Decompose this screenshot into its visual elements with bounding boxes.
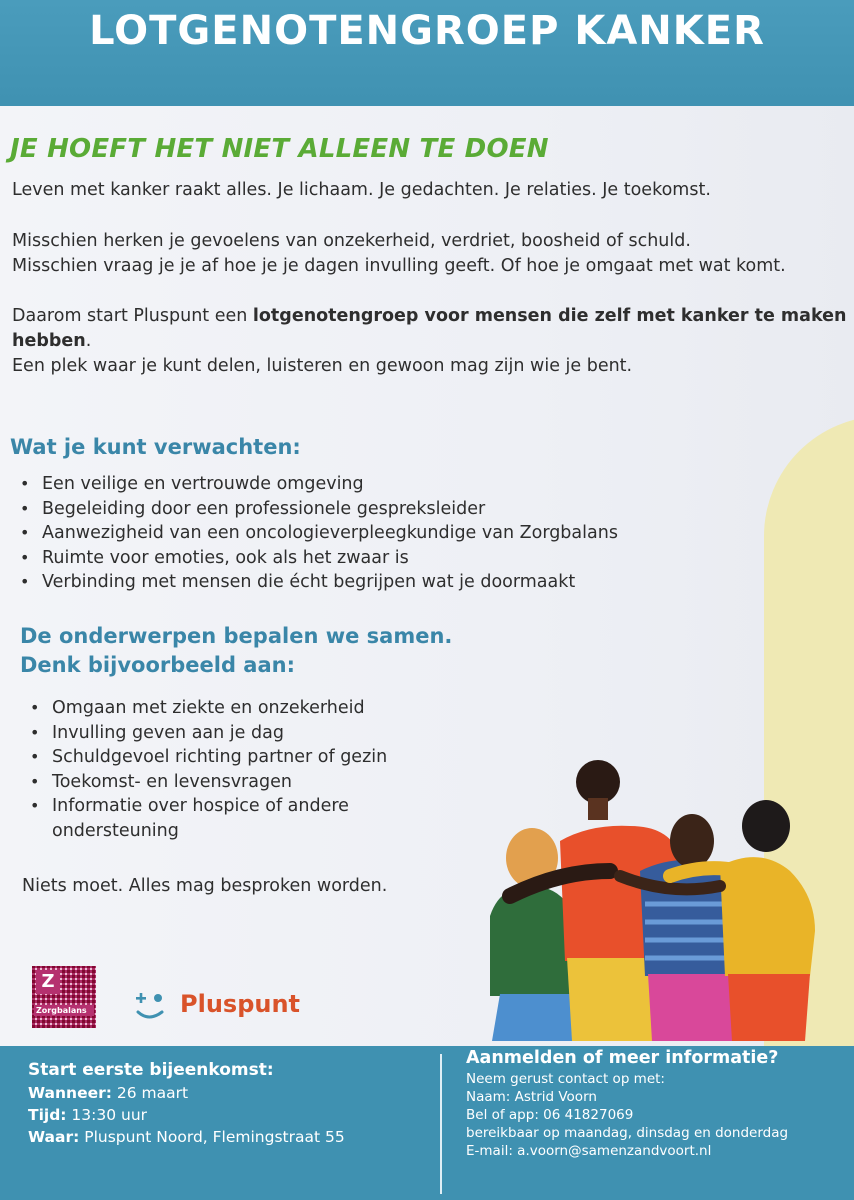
list-item [22,794,387,843]
flyer-body [0,106,854,1046]
expect-heading: Wat je kunt verwachten: [10,435,301,459]
contact-phone: Bel of app: 06 41827069 [466,1107,634,1123]
contact-email: E-mail: a.voorn@samenzandvoort.nl [466,1143,712,1159]
list-item: • Een veilige en vertrouwde omgeving [12,472,618,497]
first-meeting-info [28,1058,345,1148]
meeting-time-value: 13:30 uur [66,1106,148,1124]
people-embracing-illustration [470,746,840,1046]
intro-paragraph-3 [12,304,847,379]
list-item: • Begeleiding door een professionele gespreksleider [12,497,618,522]
list-item-line-1: • Informatie over hospice of andere [52,796,349,816]
list-item: • Toekomst- en levensvragen [22,770,387,795]
list-item: • Invulling geven aan je dag [22,721,387,746]
intro-p3-prefix: Daarom start Pluspunt een [12,306,253,326]
intro-paragraph-3-line-1 [12,304,847,329]
meeting-date-label: Wanneer: [28,1084,112,1102]
intro-paragraph-1: Leven met kanker raakt alles. Je lichaam. Je gedachten. Je relaties. Je toekomst. [12,180,711,200]
meeting-location [28,1126,345,1148]
contact-line: Neem gerust contact op met: [466,1071,665,1087]
contact-title: Aanmelden of meer informatie? [466,1048,779,1068]
header-banner [0,0,854,112]
list-item: • Verbinding met mensen die écht begrijpen wat je doormaakt [12,570,618,595]
meeting-date [28,1082,345,1104]
footer-divider [440,1054,442,1194]
topics-heading-line-1: De onderwerpen bepalen we samen. [20,624,453,648]
intro-p3-suffix: . [85,331,92,351]
contact-availability: bereikbaar op maandag, dinsdag en donderdag [466,1125,789,1141]
pluspunt-smile-icon [132,986,172,1026]
page-title: LOTGENOTENGROEP KANKER [89,8,765,54]
zorgbalans-logo-name: Zorgbalans [34,1005,94,1016]
pluspunt-logo-name: Pluspunt [180,990,301,1018]
expect-list [12,472,618,595]
list-item: • Ruimte voor emoties, ook als het zwaar is [12,546,618,571]
meeting-location-label: Waar: [28,1128,80,1146]
zorgbalans-logo [32,966,96,1028]
meeting-location-value: Pluspunt Noord, Flemingstraat 55 [79,1128,345,1146]
list-item-line-2: ondersteuning [52,820,179,841]
meeting-time-label: Tijd: [28,1106,67,1124]
intro-paragraph-2-line-1: Misschien herken je gevoelens van onzekerheid, verdriet, boosheid of schuld. [12,231,691,251]
contact-name: Naam: Astrid Voorn [466,1089,597,1105]
intro-p3-bold-2: hebben [12,331,86,351]
contact-info [466,1046,788,1160]
footer [0,1046,854,1200]
zorgbalans-logo-letter: Z [36,970,60,994]
intro-p3-bold-1: lotgenotengroep voor mensen die zelf met kanker te maken [252,306,847,326]
intro-paragraph-2 [12,229,847,279]
first-meeting-title: Start eerste bijeenkomst: [28,1060,274,1080]
intro-paragraph-3-line-2 [12,329,847,354]
topics-list [22,696,387,843]
tagline: JE HOEFT HET NIET ALLEEN TE DOEN [10,134,549,164]
meeting-date-value: 26 maart [111,1084,189,1102]
topics-heading-line-2: Denk bijvoorbeeld aan: [20,653,295,677]
intro-paragraph-2-line-2: Misschien vraag je je af hoe je je dagen invulling geeft. Of hoe je omgaat met wat komt. [12,256,786,276]
list-item: • Aanwezigheid van een oncologieverpleegkundige van Zorgbalans [12,521,618,546]
list-item: • Omgaan met ziekte en onzekerheid [22,696,387,721]
topics-heading [20,622,452,680]
intro-paragraph-3-line-3: Een plek waar je kunt delen, luisteren en gewoon mag zijn wie je bent. [12,356,633,376]
meeting-time [28,1104,345,1126]
closing-text: Niets moet. Alles mag besproken worden. [22,876,388,896]
list-item: • Schuldgevoel richting partner of gezin [22,745,387,770]
